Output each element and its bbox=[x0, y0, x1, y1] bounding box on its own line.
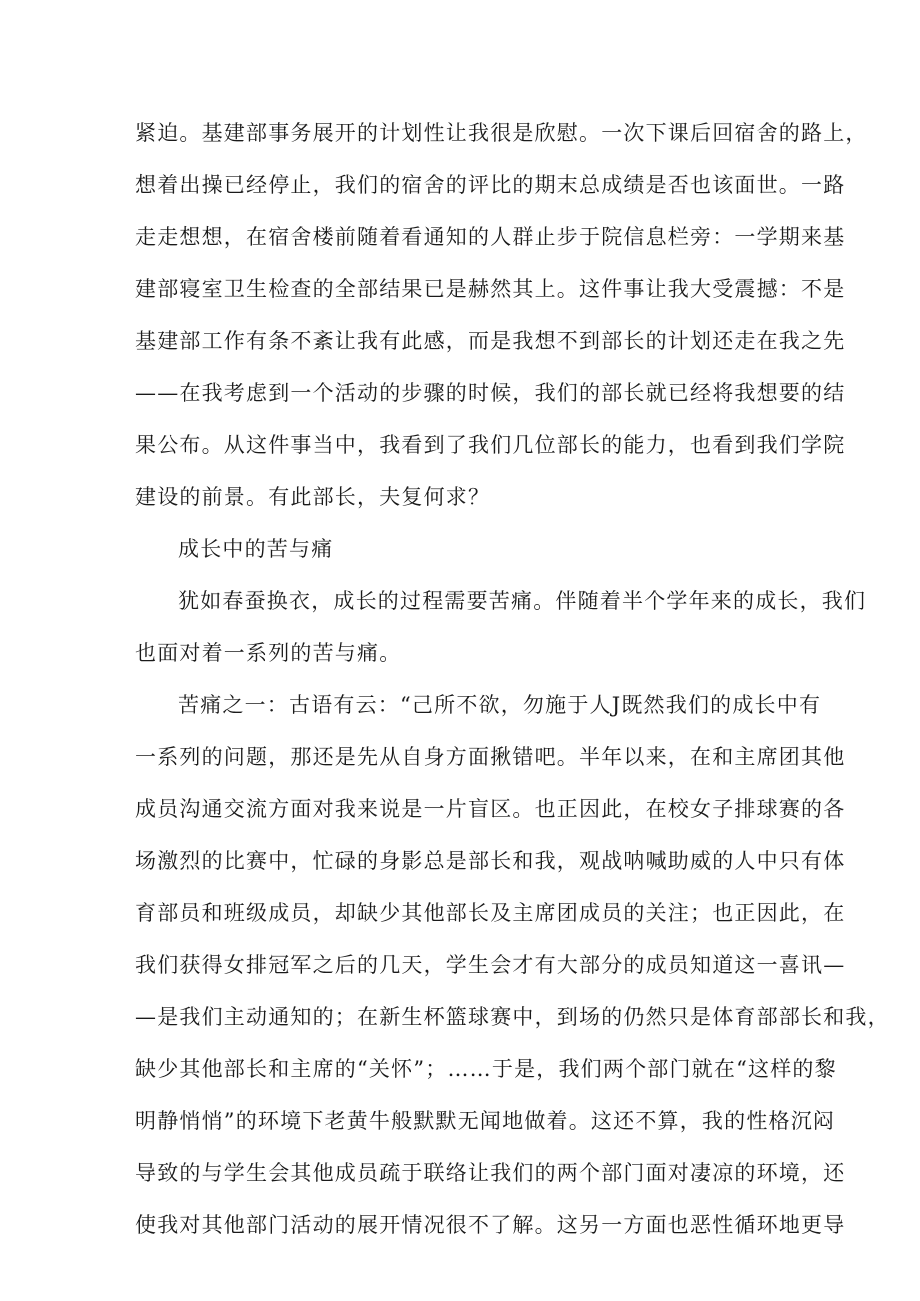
paragraph-line: 基建部工作有条不紊让我有此感，而是我想不到部长的计划还走在我之先 bbox=[135, 329, 846, 353]
paragraph-line: 建部寝室卫生检查的全部结果已是赫然其上。这件事让我大受震撼：不是 bbox=[135, 277, 846, 301]
paragraph-line: 紧迫。基建部事务展开的计划性让我很是欣慰。一次下课后回宿舍的路上， bbox=[135, 121, 868, 145]
paragraph-line: 走走想想，在宿舍楼前随着看通知的人群止步于院信息栏旁：一学期来基 bbox=[135, 225, 846, 249]
paragraph-line: 场激烈的比赛中，忙碌的身影总是部长和我，观战呐喊助威的人中只有体 bbox=[135, 849, 846, 873]
paragraph-line: 成员沟通交流方面对我来说是一片盲区。也正因此，在校女子排球赛的各 bbox=[135, 797, 846, 821]
section-heading: 成长中的苦与痛 bbox=[178, 537, 334, 561]
paragraph-line: 缺少其他部长和主席的“关怀”；……于是，我们两个部门就在“这样的黎 bbox=[135, 1057, 837, 1081]
paragraph-line: 我们获得女排冠军之后的几天，学生会才有大部分的成员知道这一喜讯— bbox=[135, 953, 846, 977]
paragraph-line: 使我对其他部门活动的展开情况很不了解。这另一方面也恶性循环地更导 bbox=[135, 1213, 846, 1237]
paragraph-line: 导致的与学生会其他成员疏于联络让我们的两个部门面对凄凉的环境，还 bbox=[135, 1161, 846, 1185]
paragraph-line: ——在我考虑到一个活动的步骤的时候，我们的部长就已经将我想要的结 bbox=[135, 381, 846, 405]
paragraph-line: —是我们主动通知的；在新生杯篮球赛中，到场的仍然只是体育部部长和我， bbox=[135, 1005, 890, 1029]
paragraph-line: 苦痛之一：古语有云：“己所不欲，勿施于人J既然我们的成长中有 bbox=[178, 693, 822, 717]
paragraph-line: 想着出操已经停止，我们的宿舍的评比的期末总成绩是否也该面世。一路 bbox=[135, 173, 846, 197]
paragraph-line: 明静悄悄”的环境下老黄牛般默默无闻地做着。这还不算，我的性格沉闷 bbox=[135, 1109, 836, 1133]
paragraph-line: 育部员和班级成员，却缺少其他部长及主席团成员的关注；也正因此，在 bbox=[135, 901, 846, 925]
paragraph-line: 犹如春蚕换衣，成长的过程需要苦痛。伴随着半个学年来的成长，我们 bbox=[178, 589, 867, 613]
paragraph-line: 也面对着一系列的苦与痛。 bbox=[135, 641, 402, 665]
paragraph-line: 建设的前景。有此部长，夫复何求？ bbox=[135, 485, 491, 509]
paragraph-line: 果公布。从这件事当中，我看到了我们几位部长的能力，也看到我们学院 bbox=[135, 433, 846, 457]
paragraph-line: 一系列的问题，那还是先从自身方面揪错吧。半年以来，在和主席团其他 bbox=[135, 745, 846, 769]
